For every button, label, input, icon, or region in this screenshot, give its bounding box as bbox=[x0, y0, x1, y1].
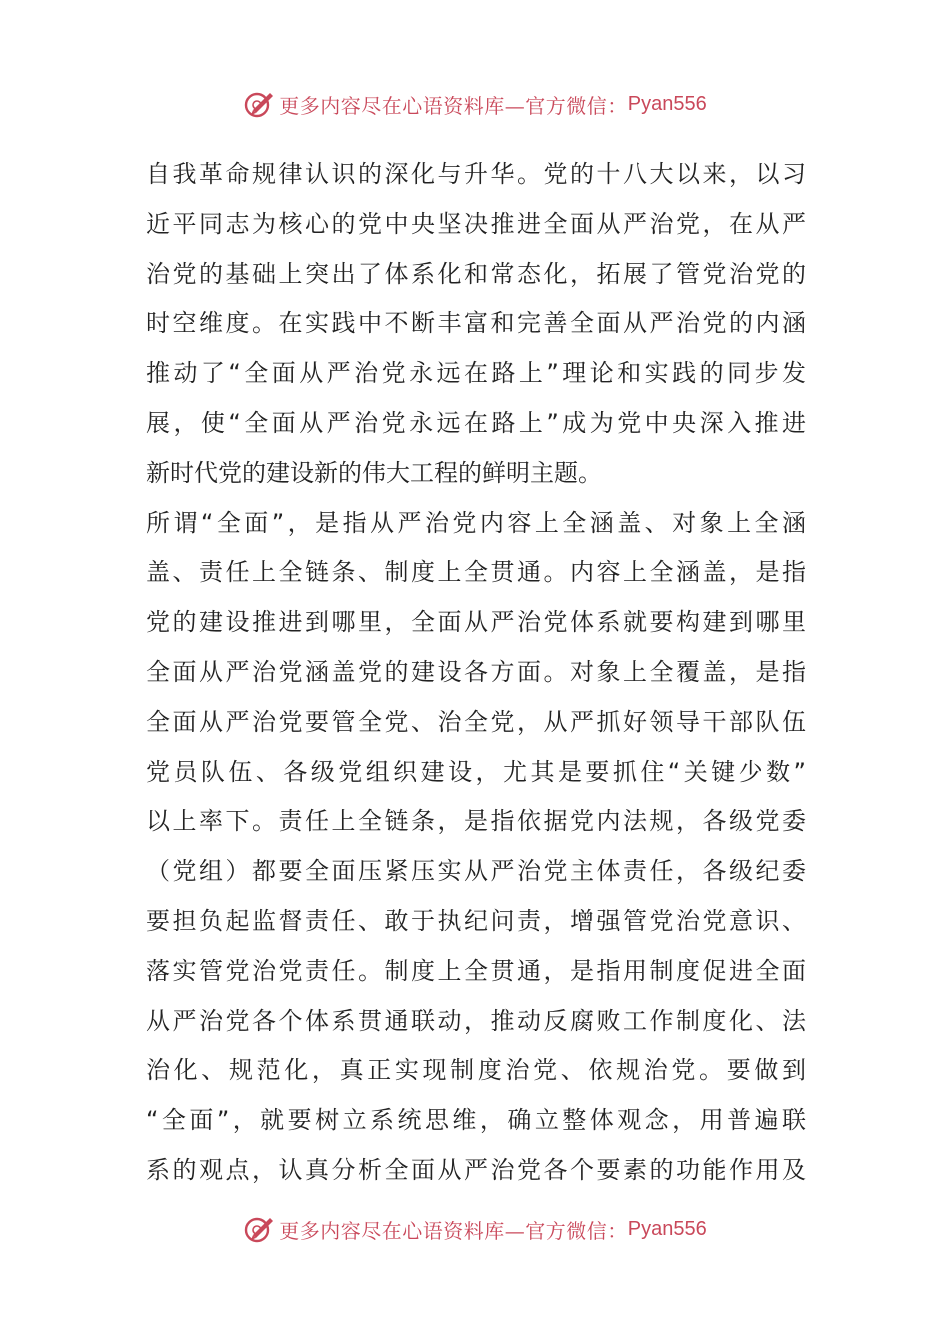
text-line: 党的建设推进到哪里，全面从严治党体系就要构建到哪里 bbox=[146, 608, 806, 637]
text-line: 近平同志为核心的党中央坚决推进全面从严治党，在从严 bbox=[146, 209, 806, 238]
text-line: 要担负起监督责任、敢于执纪问责，增强管党治党意识、 bbox=[146, 906, 806, 935]
text-line: “全面”，就要树立系统思维，确立整体观念，用普遍联 bbox=[146, 1106, 806, 1135]
text-line: 全面从严治党涵盖党的建设各方面。对象上全覆盖，是指 bbox=[146, 657, 806, 686]
text-line: 从严治党各个体系贯通联动，推动反腐败工作制度化、法 bbox=[146, 1006, 806, 1035]
header-text: 更多内容尽在心语资料库—官方微信： bbox=[279, 93, 628, 118]
footer-banner bbox=[0, 1211, 950, 1247]
text-line: 时空维度。在实践中不断丰富和完善全面从严治党的内涵 bbox=[146, 309, 806, 338]
text-line: 全面从严治党要管全党、治全党，从严抓好领导干部队伍 bbox=[146, 707, 806, 736]
text-line: 自我革命规律认识的深化与升华。党的十八大以来，以习 bbox=[146, 160, 806, 188]
text-line: 以上率下。责任上全链条，是指依据党内法规，各级党委 bbox=[146, 807, 806, 836]
article-body bbox=[146, 150, 806, 1196]
text-line: 治化、规范化，真正实现制度治党、依规治党。要做到 bbox=[146, 1056, 806, 1085]
text-line: 展，使“全面从严治党永远在路上”成为党中央深入推进 bbox=[146, 408, 806, 437]
pen-seal-icon bbox=[243, 1213, 275, 1245]
text-line: 盖、责任上全链条、制度上全贯通。内容上全涵盖，是指 bbox=[146, 558, 806, 587]
text-line: 党员队伍、各级党组织建设，尤其是要抓住“关键少数” bbox=[146, 757, 806, 786]
text-line: 新时代党的建设新的伟大工程的鲜明主题。 bbox=[146, 458, 602, 487]
text-line: 所谓“全面”，是指从严治党内容上全涵盖、对象上全涵 bbox=[146, 508, 806, 537]
footer-wechat-id: Pyan556 bbox=[627, 1217, 707, 1240]
text-line: 落实管党治党责任。制度上全贯通，是指用制度促进全面 bbox=[146, 956, 806, 985]
text-line: 系的观点，认真分析全面从严治党各个要素的功能作用及 bbox=[146, 1155, 806, 1184]
header-banner bbox=[0, 86, 950, 122]
text-line: （党组）都要全面压紧压实从严治党主体责任，各级纪委 bbox=[146, 857, 806, 886]
header-wechat-id: Pyan556 bbox=[627, 92, 707, 115]
text-line: 推动了“全面从严治党永远在路上”理论和实践的同步发 bbox=[146, 359, 806, 388]
footer-text: 更多内容尽在心语资料库—官方微信： bbox=[279, 1218, 628, 1243]
text-line: 治党的基础上突出了体系化和常态化，拓展了管党治党的 bbox=[146, 259, 806, 288]
pen-seal-icon bbox=[243, 88, 275, 120]
